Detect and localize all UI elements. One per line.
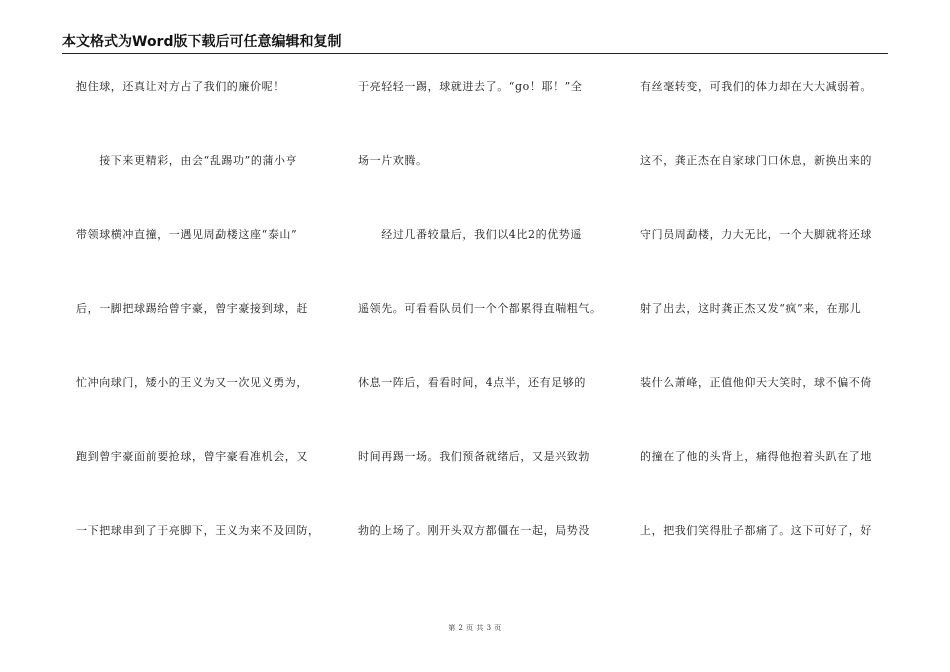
page-header	[62, 33, 888, 54]
text-line: 一下把球串到了于亮脚下，王义为来不及回防，	[76, 524, 320, 537]
text-line: 于亮轻轻一踢，球就进去了。“go！耶！”全	[358, 80, 583, 93]
text-line: 遥领先。可看看队员们一个个都累得直喘粗气。	[358, 302, 602, 315]
header-title: 本文格式为Word版下载后可任意编辑和复制	[62, 34, 342, 50]
text-line: 带领球横冲直撞，一遇见周勐楼这座“泰山”	[76, 228, 298, 241]
text-line: 上，把我们笑得肚子都痛了。这下可好了，好	[640, 524, 872, 537]
text-line: 装什么萧峰，正值他仰天大笑时，球不偏不倚	[640, 376, 872, 389]
text-line: 守门员周勐楼，力大无比，一个大脚就将还球	[640, 228, 872, 241]
text-column-1	[76, 80, 331, 598]
text-line: 勃的上场了。刚开头双方都僵在一起，局势没	[358, 524, 590, 537]
text-column-3	[640, 80, 890, 598]
text-line: 时间再踢一场。我们预备就绪后，又是兴致勃	[358, 450, 590, 463]
page-number-footer: 第 2 页 共 3 页	[448, 624, 502, 632]
text-line: 接下来更精彩，由会“乱踢功”的蒲小亨	[76, 154, 298, 167]
text-line: 有丝毫转变，可我们的体力却在大大减弱着。	[640, 80, 872, 93]
text-line: 场一片欢腾。	[358, 154, 428, 167]
text-column-2	[358, 80, 608, 598]
text-line: 射了出去，这时龚正杰又发“疯”来，在那儿	[640, 302, 862, 315]
text-line: 跑到曾宇豪面前要抢球，曾宇豪看准机会，又	[76, 450, 308, 463]
text-line: 后，一脚把球踢给曾宇豪，曾宇豪接到球，赶	[76, 302, 308, 315]
text-line: 抱住球，还真让对方占了我们的廉价呢！	[76, 80, 285, 93]
text-line: 经过几番较量后，我们以4比2的优势遥	[358, 228, 582, 241]
text-line: 休息一阵后，看看时间，4点半，还有足够的	[358, 376, 586, 389]
text-line: 忙冲向球门，矮小的王义为又一次见义勇为，	[76, 376, 308, 389]
text-line: 这不，龚正杰在自家球门口休息，新换出来的	[640, 154, 872, 167]
text-line: 的撞在了他的头背上，痛得他抱着头趴在了地	[640, 450, 872, 463]
